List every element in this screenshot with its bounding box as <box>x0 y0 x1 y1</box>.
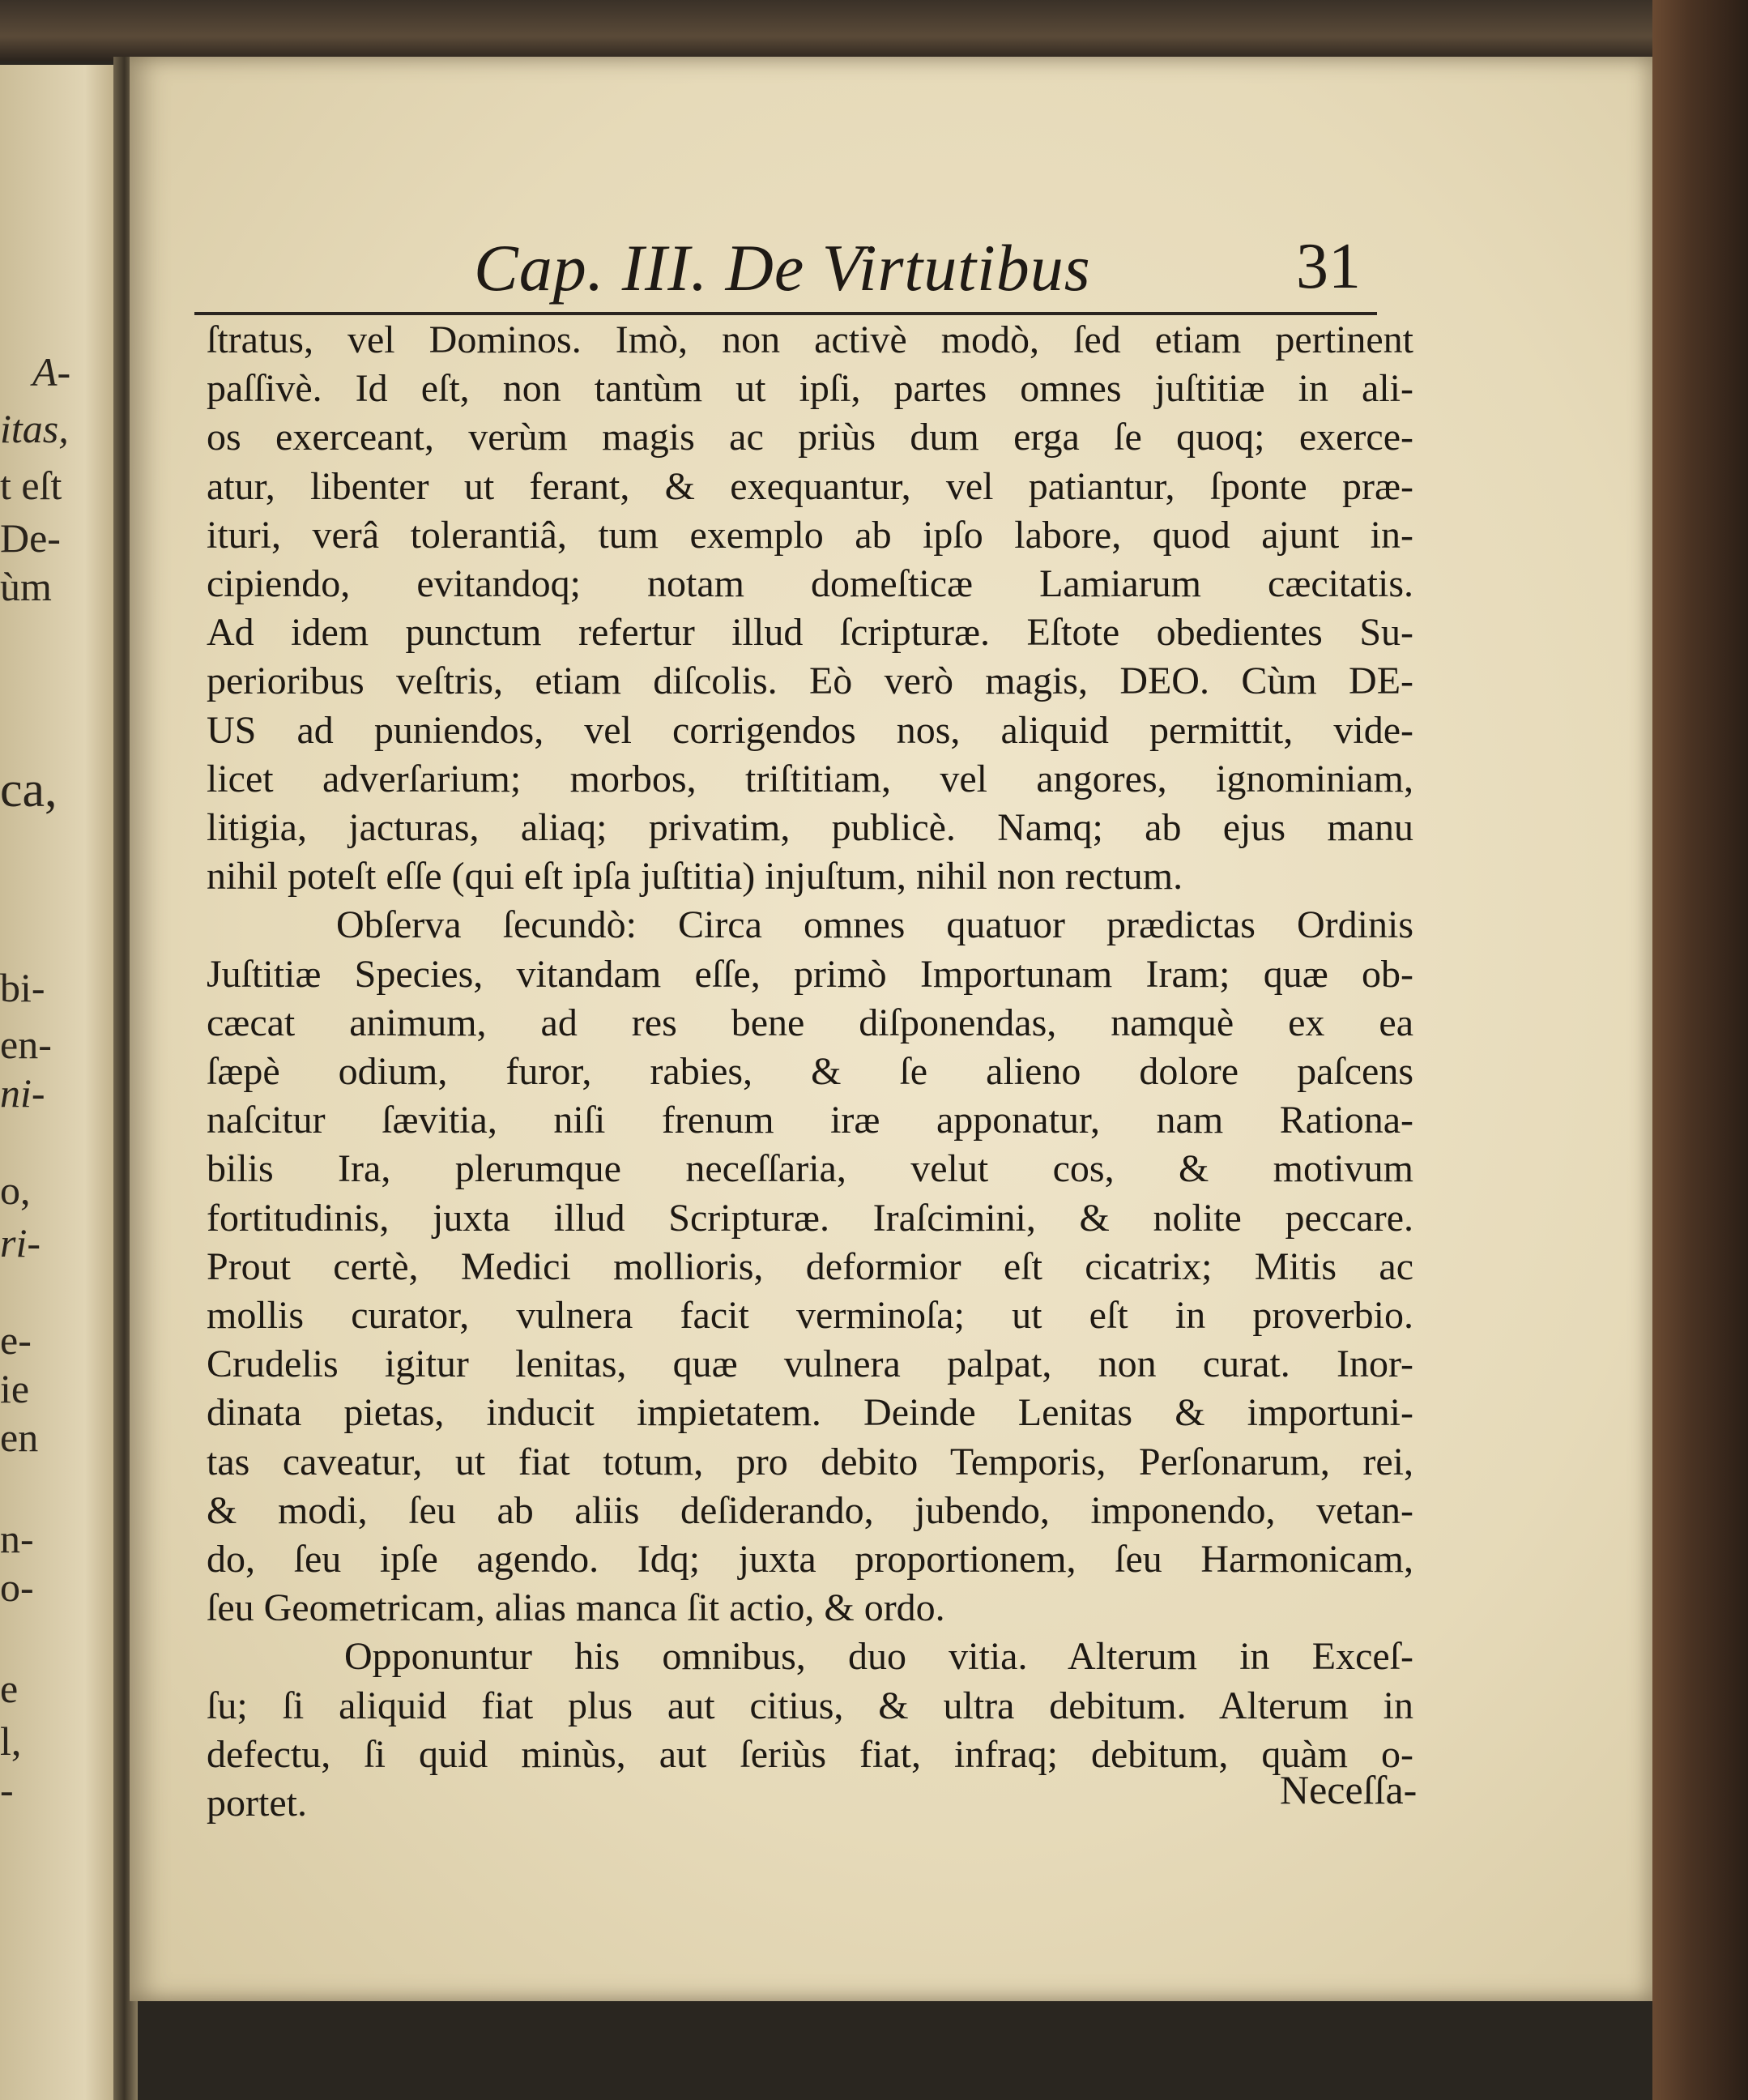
text-line: portet. <box>207 1782 307 1825</box>
text-line: cipiendo, evitandoq; notam domeſticæ Lamiarum cæcitatis. <box>207 562 1413 606</box>
margin-fragment: ri- <box>0 1220 41 1266</box>
text-line: cæcat animum, ad res bene diſponendas, namquè ex ea <box>207 1001 1413 1044</box>
page-number: 31 <box>1296 231 1361 302</box>
margin-fragment: De- <box>0 515 61 561</box>
text-line: dinata pietas, inducit impietatem. Deinde Lenitas & importuni- <box>207 1391 1413 1435</box>
text-line: Obſerva ſecundò: Circa omnes quatuor prædictas Ordinis <box>336 903 1413 947</box>
text-line: atur, libenter ut ferant, & exequantur, vel patiantur, ſponte præ- <box>207 464 1413 508</box>
page-header <box>194 231 1377 315</box>
book-cover-edge <box>1652 0 1748 2100</box>
text-line: do, ſeu ipſe agendo. Idq; juxta proportionem, ſeu Harmonicam, <box>207 1538 1413 1581</box>
text-line: Prout certè, Medici mollioris, deformior eſt cicatrix; Mitis ac <box>207 1244 1413 1288</box>
text-line: & modi, ſeu ab aliis deſiderando, jubendo, imponendo, vetan- <box>207 1488 1413 1532</box>
margin-fragment: e <box>0 1666 19 1711</box>
text-line: fortitudinis, juxta illud Scripturæ. Iraſcimini, & nolite peccare. <box>207 1196 1413 1240</box>
margin-fragment: e- <box>0 1317 32 1363</box>
margin-fragment: l, <box>0 1718 22 1764</box>
text-line: os exerceant, verùm magis ac priùs dum erga ſe quoq; exerce- <box>207 416 1413 459</box>
margin-fragment: ie <box>0 1366 30 1411</box>
margin-fragment: bi- <box>0 965 45 1010</box>
text-line: ituri, verâ tolerantiâ, tum exemplo ab ipſo labore, quod ajunt in- <box>207 513 1413 557</box>
margin-fragment: - <box>0 1767 14 1812</box>
text-line: bilis Ira, plerumque neceſſaria, velut cos, & motivum <box>207 1147 1413 1191</box>
margin-fragment: ni- <box>0 1070 45 1116</box>
text-line: ſtratus, vel Dominos. Imò, non activè modò, ſed etiam pertinent <box>207 318 1413 361</box>
margin-fragment: n- <box>0 1516 34 1561</box>
book-top-edge <box>0 0 1748 61</box>
text-line: Ad idem punctum refertur illud ſcripturæ. Eſtote obedientes Su- <box>207 611 1413 655</box>
text-line: mollis curator, vulnera facit verminoſa; ut eſt in proverbio. <box>207 1294 1413 1338</box>
text-line: Crudelis igitur lenitas, quæ vulnera palpat, non curat. Inor- <box>207 1342 1413 1386</box>
catchword: Neceſſa- <box>1280 1767 1418 1812</box>
margin-fragment: A- <box>32 349 71 395</box>
margin-fragment: ùm <box>0 564 52 609</box>
body-text <box>207 316 1413 1828</box>
text-line: litigia, jacturas, aliaq; privatim, publicè. Namq; ab ejus manu <box>207 806 1413 850</box>
margin-fragment: itas, <box>0 406 69 451</box>
text-line: Juſtitiæ Species, vitandam eſſe, primò Importunam Iram; quæ ob- <box>207 952 1413 996</box>
margin-fragment: ca, <box>0 762 58 817</box>
text-line: licet adverſarium; morbos, triſtitiam, vel angores, ignominiam, <box>207 757 1413 800</box>
text-line: Opponuntur his omnibus, duo vitia. Alterum in Exceſ- <box>344 1635 1413 1679</box>
margin-fragment: o- <box>0 1564 34 1610</box>
text-line: ſæpè odium, furor, rabies, & ſe alieno dolore paſcens <box>207 1050 1413 1094</box>
text-line: paſſivè. Id eſt, non tantùm ut ipſi, partes omnes juſtitiæ in ali- <box>207 367 1413 411</box>
margin-fragment: en- <box>0 1022 52 1067</box>
text-line: tas caveatur, ut fiat totum, pro debito Temporis, Perſonarum, rei, <box>207 1440 1413 1483</box>
margin-fragment: en <box>0 1415 39 1460</box>
margin-fragment: o, <box>0 1167 31 1213</box>
text-line: US ad puniendos, vel corrigendos nos, aliquid permittit, vide- <box>207 708 1413 752</box>
margin-fragment: t eſt <box>0 463 62 508</box>
running-title: Cap. III. De Virtutibus <box>474 231 1091 305</box>
text-line: nihil poteſt eſſe (qui eſt ipſa juſtitia) injuſtum, nihil non rectum. <box>207 855 1183 898</box>
text-line: ſeu Geometricam, alias manca ſit actio, & ordo. <box>207 1586 945 1630</box>
text-line: naſcitur ſævitia, niſi frenum iræ apponatur, nam Rationa- <box>207 1099 1413 1142</box>
text-line: defectu, ſi quid minùs, aut ſeriùs fiat, infraq; debitum, quàm o- <box>207 1732 1413 1776</box>
text-line: perioribus veſtris, etiam diſcolis. Eò verò magis, DEO. Cùm DE- <box>207 659 1413 703</box>
text-line: ſu; ſi aliquid fiat plus aut citius, & ultra debitum. Alterum in <box>207 1684 1413 1727</box>
left-page-fragment <box>0 65 122 2100</box>
